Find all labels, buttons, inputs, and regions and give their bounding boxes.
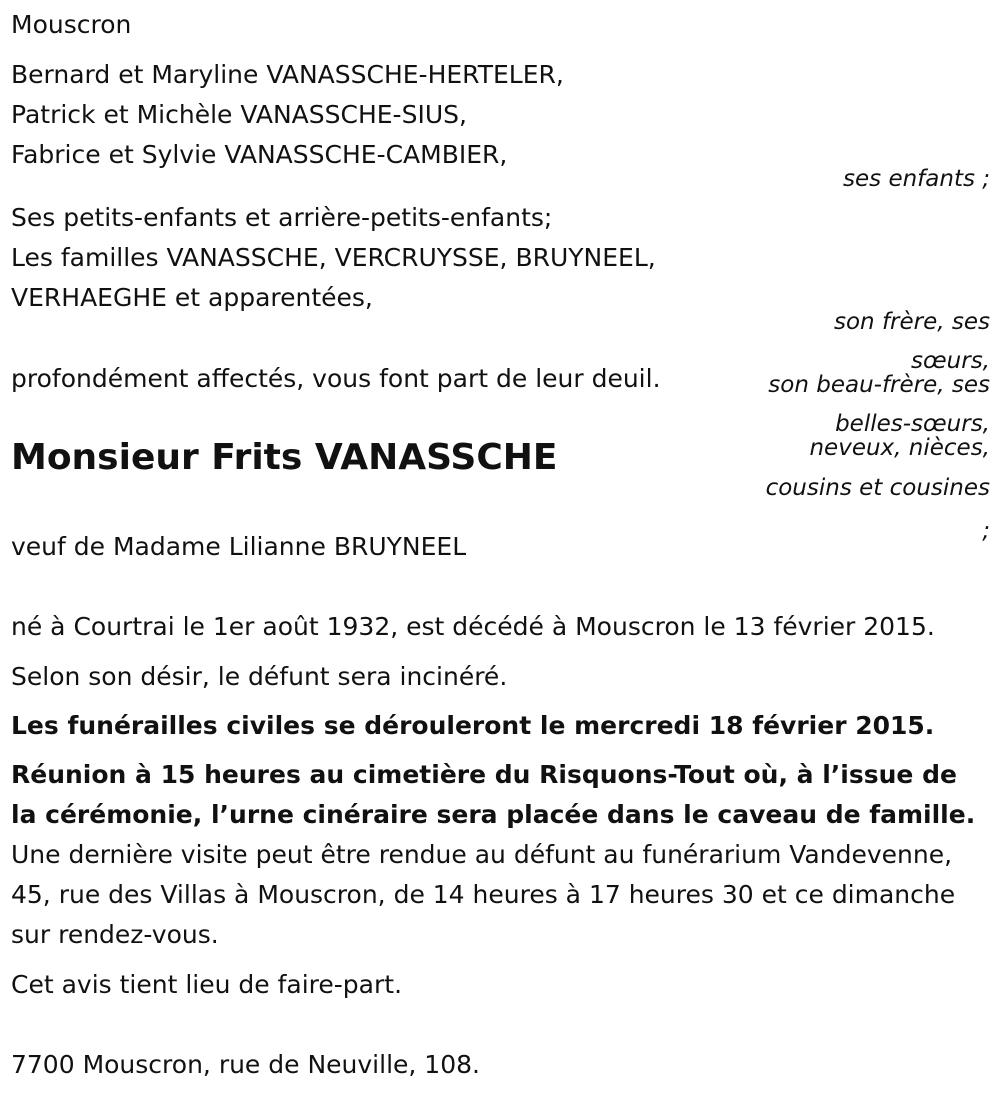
- child-line-1: Bernard et Maryline VANASSCHE-HERTELER,: [11, 60, 564, 89]
- family-role-1: son frère, ses: [834, 309, 990, 335]
- visit-text: Une dernière visite peut être rendue au défunt au funérarium Vandevenne, 45, rue des Villas à Mouscron, de 14 heures à 17 heures 30 et ce dimanche sur rendez-vous.: [11, 840, 956, 949]
- family-role-2: sœurs,: [911, 348, 990, 374]
- child-line-2: Patrick et Michèle VANASSCHE-SIUS,: [11, 100, 467, 129]
- family-line-3: VERHAEGHE et apparentées,: [11, 283, 373, 312]
- family-role-6: cousins et cousines: [765, 475, 990, 501]
- family-line-2: Les familles VANASSCHE, VERCRUYSSE, BRUYNEEL,: [11, 243, 656, 272]
- family-role-5: neveux, nièces,: [809, 435, 990, 461]
- birth-death-line: né à Courtrai le 1er août 1932, est décédé à Mouscron le 13 février 2015.: [11, 612, 935, 641]
- family-role-4: belles-sœurs,: [835, 411, 990, 437]
- widower-line: veuf de Madame Lilianne BRUYNEEL: [11, 532, 467, 561]
- children-role: ses enfants ;: [843, 166, 990, 192]
- funeral-line: Les funérailles civiles se dérouleront le mercredi 18 février 2015.: [11, 711, 935, 740]
- family-role-3: son beau-frère, ses: [768, 372, 990, 398]
- announcement: profondément affectés, vous font part de leur deuil.: [11, 364, 661, 393]
- wishes-line: Selon son désir, le défunt sera incinéré.: [11, 662, 508, 691]
- deceased-name: Monsieur Frits VANASSCHE: [11, 437, 558, 478]
- family-role-7: ;: [982, 518, 990, 544]
- reunion-bold-text: Réunion à 15 heures au cimetière du Risquons-Tout où, à l’issue de la cérémonie, l’urne cinéraire sera placée dans le caveau de famille.: [11, 760, 976, 829]
- address-line: 7700 Mouscron, rue de Neuville, 108.: [11, 1050, 480, 1079]
- reunion-paragraph: [11, 755, 986, 955]
- location-top: Mouscron: [11, 10, 132, 39]
- child-line-3: Fabrice et Sylvie VANASSCHE-CAMBIER,: [11, 140, 508, 169]
- family-line-1: Ses petits-enfants et arrière-petits-enfants;: [11, 203, 553, 232]
- notice-line: Cet avis tient lieu de faire-part.: [11, 970, 403, 999]
